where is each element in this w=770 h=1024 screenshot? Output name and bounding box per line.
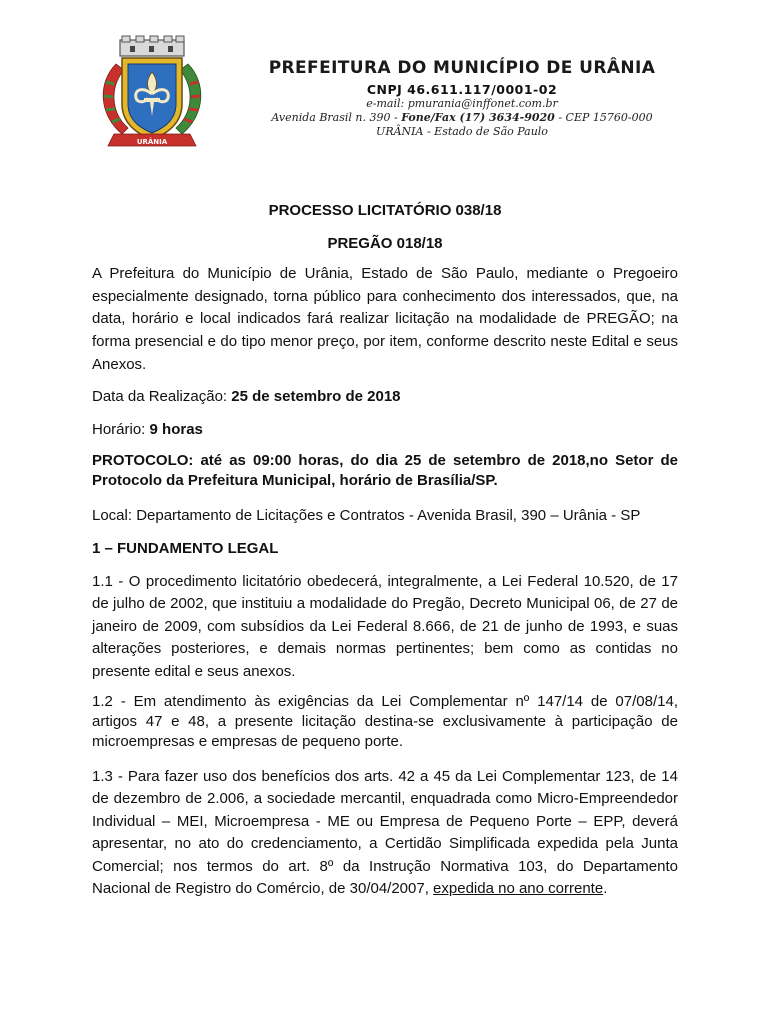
- address-line: [242, 111, 682, 125]
- crest-ribbon-text: URÂNIA: [136, 138, 168, 146]
- intro-paragraph: A Prefeitura do Município de Urânia, Estado de São Paulo, mediante o Pregoeiro especialmente designado, torna público para conhecimento dos interessados, que, na data, horário e local indicados fará realizar licitação na modalidade de PREGÃO; na forma presencial e do tipo menor preço, por item, conforme descrito neste Edital e seus Anexos.: [92, 265, 678, 373]
- time-label: Horário:: [92, 420, 150, 438]
- local-line: Local: Departamento de Licitações e Contratos - Avenida Brasil, 390 – Urânia - SP: [92, 507, 641, 525]
- date-label: Data da Realização:: [92, 388, 232, 406]
- protocol-paragraph: PROTOCOLO: até as 09:00 horas, do dia 25 de setembro de 2018,no Setor de Protocolo da Prefeitura Municipal, horário de Brasília/SP.: [92, 452, 678, 490]
- date-line: [92, 386, 678, 409]
- section-1-heading: 1 – FUNDAMENTO LEGAL: [92, 539, 279, 557]
- date-value: 25 de setembro de 2018: [231, 388, 401, 406]
- time-value: 9 horas: [149, 420, 203, 438]
- city-state-line: URÂNIA - Estado de São Paulo: [376, 125, 548, 138]
- address-street: Avenida Brasil n. 390 -: [271, 111, 402, 124]
- letterhead-text: [242, 58, 682, 139]
- pregao-title: PREGÃO 018/18: [327, 234, 443, 252]
- cnpj-number: CNPJ 46.611.117/0001-02: [366, 82, 558, 97]
- municipality-name: PREFEITURA DO MUNICÍPIO DE URÂNIA: [268, 58, 656, 78]
- clause-1-3: [92, 766, 678, 902]
- clause-1-3-text: 1.3 - Para fazer uso dos benefícios dos arts. 42 a 45 da Lei Complementar 123, de 14 de dezembro de 2.006, a sociedade mercantil, enquadrada como Micro-Empreendedor Individual – MEI, Microempresa - ME ou Empresa de Pequeno Porte – EPP, deverá apresentar, no ato do credenciamento, a Certidão Simplificada expedida pela Junta Comercial; nos termos do art. 8º da Instrução Normativa 103, do Departamento Nacional de Registro do Comércio, de 30/04/2007,: [92, 767, 678, 898]
- process-title: PROCESSO LICITATÓRIO 038/18: [268, 202, 502, 219]
- time-line: [92, 419, 678, 442]
- clause-1-3-underlined: expedida no ano corrente: [433, 880, 604, 898]
- email-line: e-mail: pmurania@inffonet.com.br: [366, 97, 558, 110]
- municipal-crest-icon: [92, 34, 212, 152]
- address-cep: - CEP 15760-000: [554, 111, 653, 124]
- clause-1-3-end: .: [603, 880, 608, 898]
- letterhead: [92, 34, 692, 154]
- document-body: [92, 200, 678, 901]
- clause-1-2: 1.2 - Em atendimento às exigências da Lei Complementar nº 147/14 de 07/08/14, artigos 47 e 48, a presente licitação destina-se exclusivamente à participação de microempresas e empresas de pequeno porte.: [92, 692, 678, 750]
- address-phone: Fone/Fax (17) 3634-9020: [401, 111, 555, 124]
- clause-1-1: 1.1 - O procedimento licitatório obedecerá, integralmente, a Lei Federal 10.520, de 17 de julho de 2002, que instituiu a modalidade do Pregão, Decreto Municipal 06, de 27 de janeiro de 2009, com subsídios da Lei Federal 8.666, de 21 de junho de 1993, e suas alterações posteriores, e demais normas pertinentes; bem como as contidas no presente edital e seus anexos.: [92, 572, 678, 680]
